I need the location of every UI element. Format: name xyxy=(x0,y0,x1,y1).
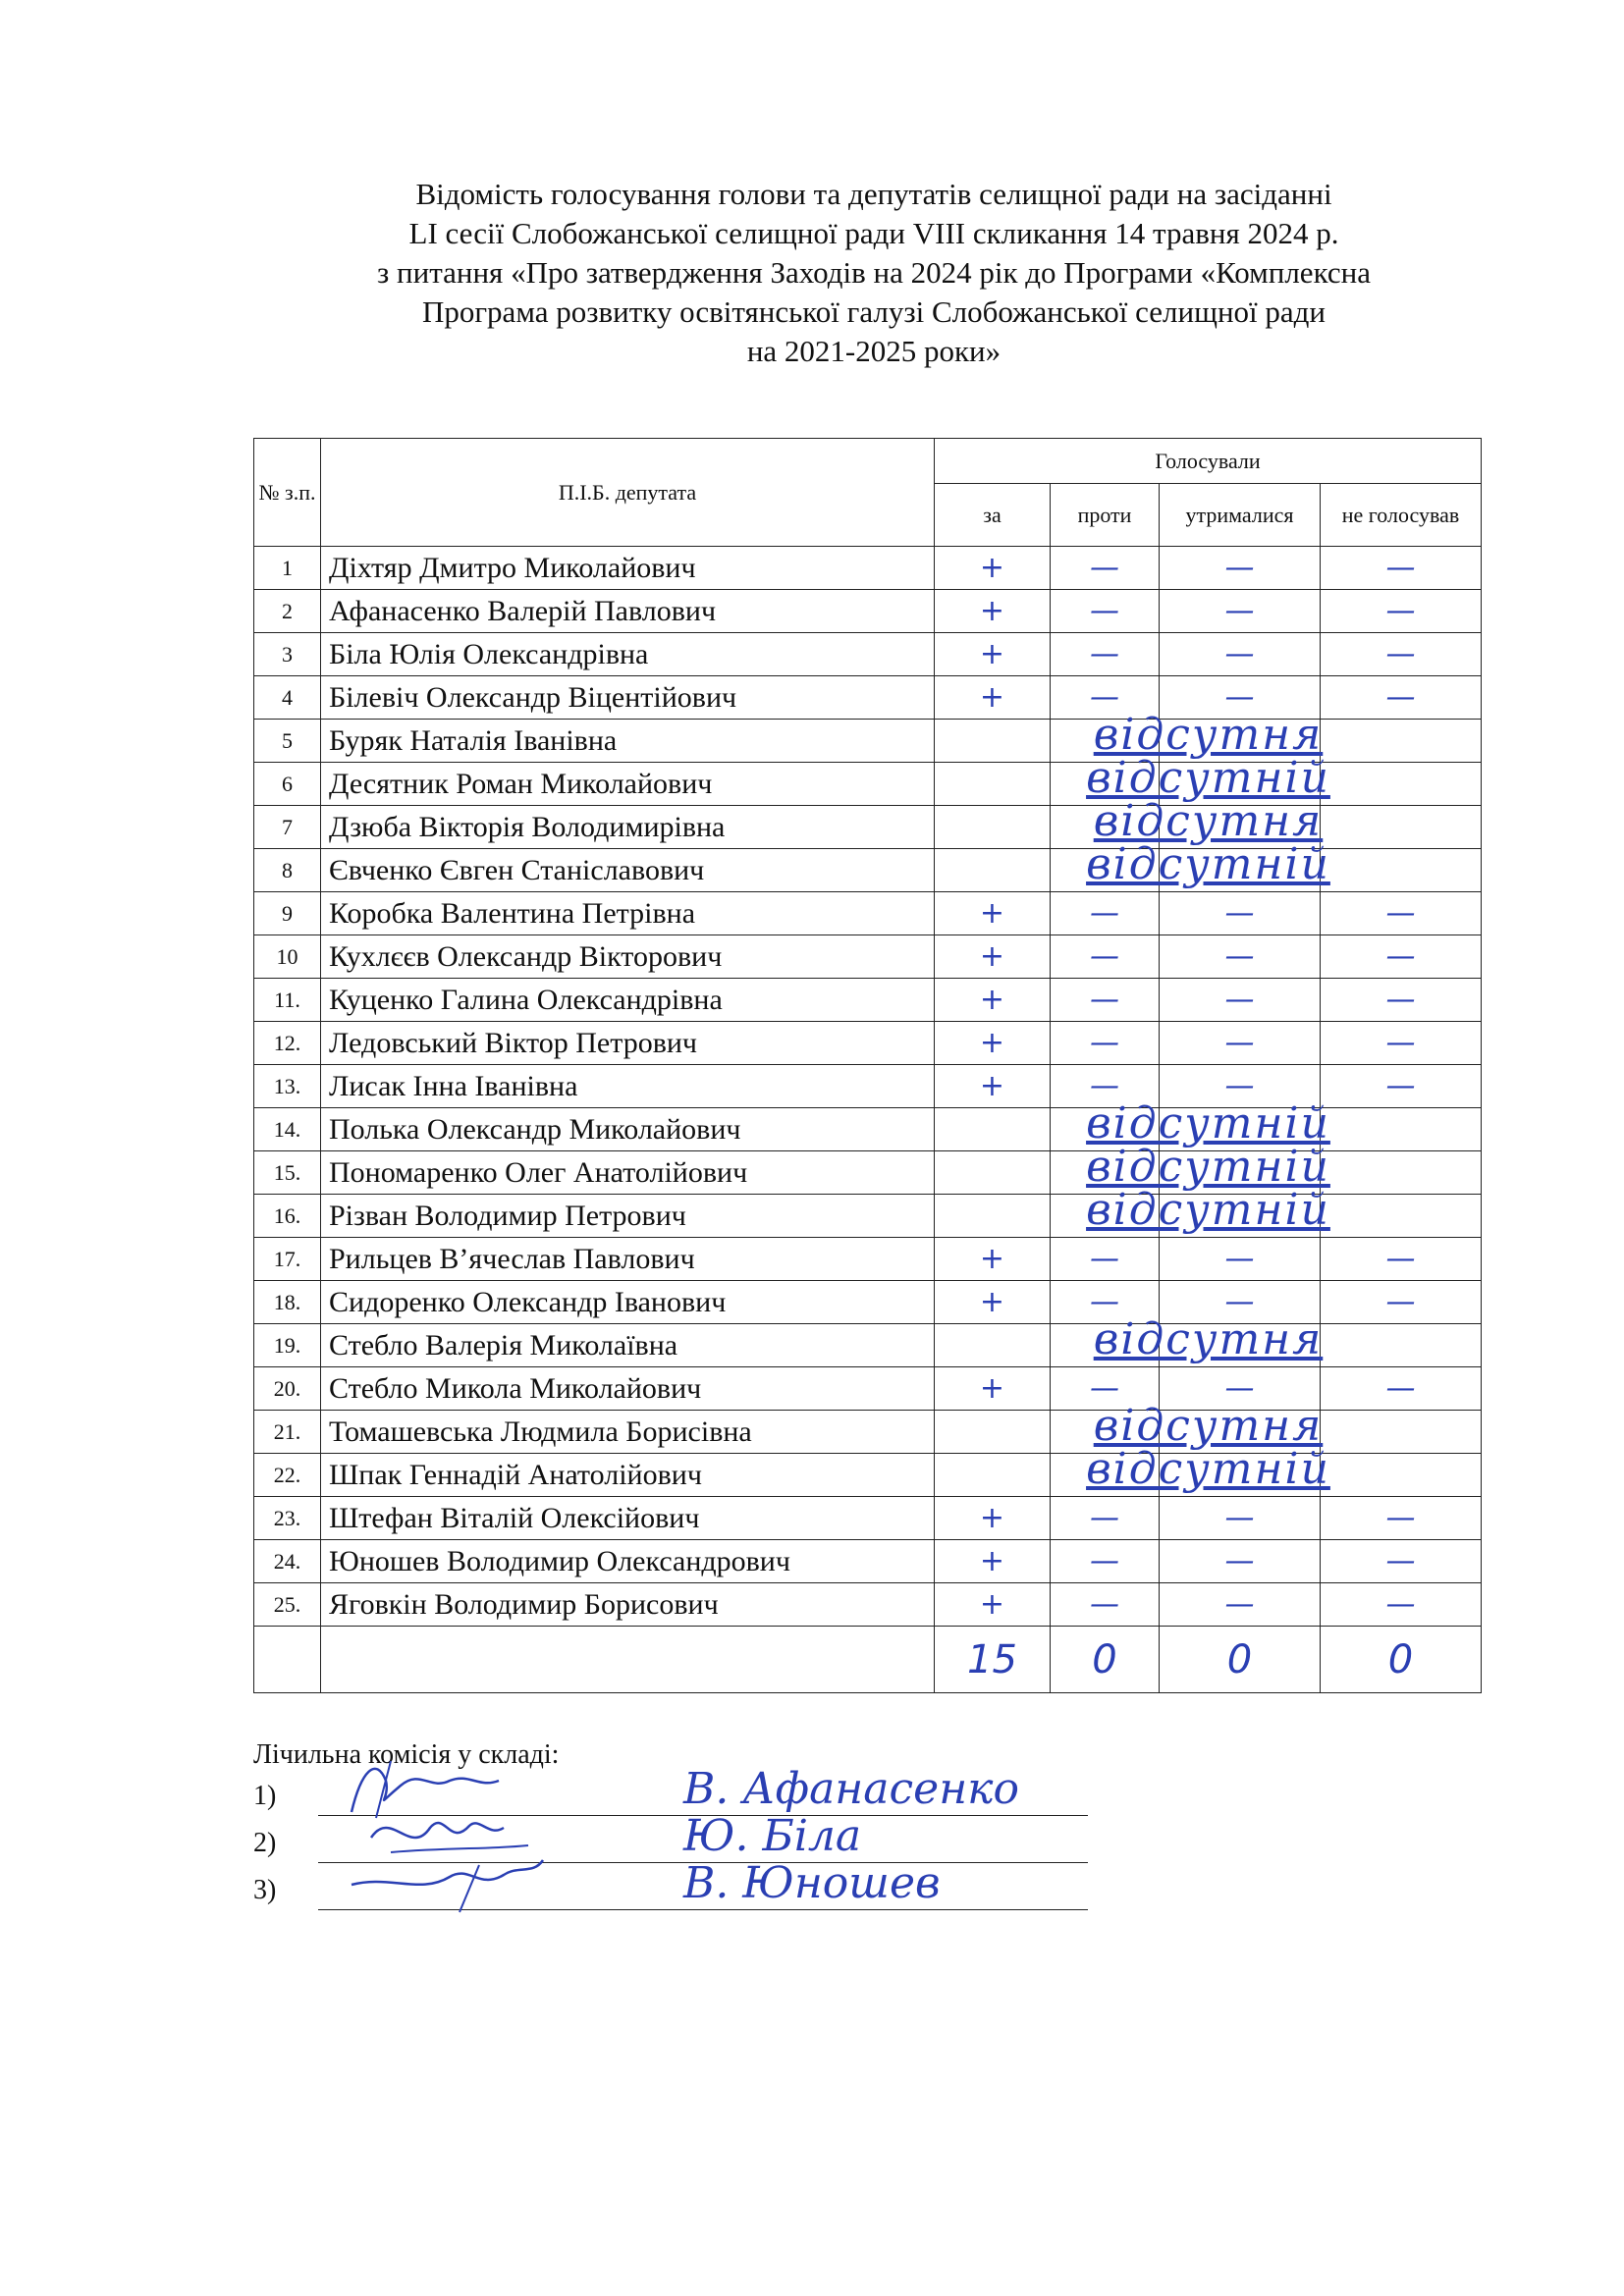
deputy-name: Сидоренко Олександр Іванович xyxy=(329,1285,727,1318)
table-row xyxy=(254,590,1482,633)
vote-against: — xyxy=(1090,1069,1119,1103)
table-row xyxy=(254,935,1482,979)
row-number: 19. xyxy=(273,1332,301,1358)
document-title xyxy=(285,175,1463,371)
table-row xyxy=(254,1108,1482,1151)
row-number: 16. xyxy=(273,1202,301,1228)
row-number: 25. xyxy=(273,1591,301,1617)
vote-for: + xyxy=(979,896,1005,931)
deputy-name: Кухлєєв Олександр Вікторович xyxy=(329,939,723,973)
absent-note: відсутній xyxy=(1086,1098,1330,1148)
total-for: 15 xyxy=(967,1636,1017,1682)
header-not-voted: не голосував xyxy=(1321,484,1482,547)
header-abstained: утрималися xyxy=(1160,484,1321,547)
deputy-name: Ледовський Віктор Петрович xyxy=(329,1026,697,1059)
table-row xyxy=(254,979,1482,1022)
row-number: 20. xyxy=(273,1375,301,1401)
vote-not-voted: — xyxy=(1385,637,1416,671)
title-line: з питання «Про затвердження Заходів на 2024 рік до Програми «Комплексна xyxy=(377,255,1371,290)
row-number: 12. xyxy=(273,1030,301,1055)
vote-for: + xyxy=(979,983,1005,1017)
row-number: 4 xyxy=(282,684,293,710)
absent-note: відсутній xyxy=(1086,753,1330,803)
table-row xyxy=(254,1281,1482,1324)
member-index: 1) xyxy=(253,1781,277,1811)
table-row xyxy=(254,892,1482,935)
table-row xyxy=(254,849,1482,892)
row-number: 7 xyxy=(282,814,293,839)
deputy-name: Білевіч Олександр Віцентійович xyxy=(329,680,737,714)
absent-note: відсутній xyxy=(1086,839,1330,889)
vote-against: — xyxy=(1090,1242,1119,1276)
row-number: 9 xyxy=(282,900,293,926)
vote-not-voted: — xyxy=(1385,1587,1416,1622)
commission-member xyxy=(253,1858,1088,1910)
vote-against: — xyxy=(1090,594,1119,628)
deputy-name: Стебло Валерія Миколаївна xyxy=(329,1328,678,1362)
vote-abstained: — xyxy=(1224,1587,1255,1622)
signature-mark xyxy=(332,1845,558,1914)
deputy-name: Різван Володимир Петрович xyxy=(329,1199,686,1232)
vote-for: + xyxy=(979,637,1005,671)
vote-not-voted: — xyxy=(1385,1544,1416,1578)
table-row xyxy=(254,1065,1482,1108)
vote-for: + xyxy=(979,1371,1005,1406)
vote-not-voted: — xyxy=(1385,939,1416,974)
member-index: 2) xyxy=(253,1828,277,1858)
vote-not-voted: — xyxy=(1385,1026,1416,1060)
row-number: 11. xyxy=(274,987,300,1012)
absent-note: відсутня xyxy=(1093,710,1324,760)
vote-for: + xyxy=(979,1285,1005,1319)
header-for: за xyxy=(935,484,1051,547)
row-number: 14. xyxy=(273,1116,301,1142)
total-abstained: 0 xyxy=(1226,1636,1253,1682)
vote-abstained: — xyxy=(1224,637,1255,671)
vote-against: — xyxy=(1090,1371,1119,1406)
member-name: В. Афанасенко xyxy=(683,1764,1019,1814)
deputy-name: Буряк Наталія Іванівна xyxy=(329,723,618,757)
table-row xyxy=(254,676,1482,720)
row-number: 24. xyxy=(273,1548,301,1574)
vote-abstained: — xyxy=(1224,939,1255,974)
row-number: 22. xyxy=(273,1462,301,1487)
row-number: 6 xyxy=(282,771,293,796)
deputy-name: Євченко Євген Станіславович xyxy=(329,853,705,886)
table-row xyxy=(254,1324,1482,1367)
absent-note: відсутня xyxy=(1093,1314,1324,1364)
deputy-name: Штефан Віталій Олексійович xyxy=(329,1501,700,1534)
table-row xyxy=(254,1151,1482,1195)
table-row xyxy=(254,1411,1482,1454)
vote-for: + xyxy=(979,551,1005,585)
row-number: 15. xyxy=(273,1159,301,1185)
table-row xyxy=(254,1367,1482,1411)
vote-for: + xyxy=(979,1242,1005,1276)
title-line: LI сесії Слобожанської селищної ради VIII скликання 14 травня 2024 р. xyxy=(408,216,1339,250)
deputy-name: Коробка Валентина Петрівна xyxy=(329,896,696,930)
voting-table xyxy=(253,438,1482,1693)
vote-abstained: — xyxy=(1224,551,1255,585)
row-number: 23. xyxy=(273,1505,301,1530)
deputy-name: Афанасенко Валерій Павлович xyxy=(329,594,717,627)
vote-for: + xyxy=(979,1026,1005,1060)
vote-abstained: — xyxy=(1224,1069,1255,1103)
deputy-name: Куценко Галина Олександрівна xyxy=(329,983,723,1016)
absent-note: відсутній xyxy=(1086,1185,1330,1235)
deputy-name: Стебло Микола Миколайович xyxy=(329,1371,702,1405)
table-row xyxy=(254,1238,1482,1281)
vote-for: + xyxy=(979,1587,1005,1622)
header-voted: Голосували xyxy=(935,439,1482,484)
total-not-voted: 0 xyxy=(1387,1636,1414,1682)
vote-not-voted: — xyxy=(1385,680,1416,715)
vote-abstained: — xyxy=(1224,1544,1255,1578)
absent-note: відсутній xyxy=(1086,1444,1330,1494)
vote-against: — xyxy=(1090,1544,1119,1578)
vote-abstained: — xyxy=(1224,1501,1255,1535)
vote-abstained: — xyxy=(1224,983,1255,1017)
vote-not-voted: — xyxy=(1385,1069,1416,1103)
table-row xyxy=(254,763,1482,806)
table-row xyxy=(254,1454,1482,1497)
vote-abstained: — xyxy=(1224,1285,1255,1319)
row-number: 10 xyxy=(276,943,298,969)
vote-abstained: — xyxy=(1224,680,1255,715)
vote-against: — xyxy=(1090,1587,1119,1622)
row-number: 3 xyxy=(282,641,293,667)
commission-label: Лічильна комісія у складі: xyxy=(253,1739,560,1770)
row-number: 18. xyxy=(273,1289,301,1314)
title-line: Програма розвитку освітянської галузі Слобожанської селищної ради xyxy=(421,294,1326,329)
vote-against: — xyxy=(1090,551,1119,585)
absent-note: відсутня xyxy=(1093,1401,1324,1451)
vote-for: + xyxy=(979,1544,1005,1578)
table-row xyxy=(254,1195,1482,1238)
header-against: проти xyxy=(1051,484,1160,547)
vote-abstained: — xyxy=(1224,594,1255,628)
table-row xyxy=(254,1497,1482,1540)
deputy-name: Юношев Володимир Олександрович xyxy=(329,1544,790,1577)
deputy-name: Дзюба Вікторія Володимирівна xyxy=(329,810,726,843)
member-name: В. Юношев xyxy=(683,1858,941,1908)
deputy-name: Яговкін Володимир Борисович xyxy=(329,1587,719,1621)
header-name: П.І.Б. депутата xyxy=(321,439,935,547)
deputy-name: Діхтяр Дмитро Миколайович xyxy=(329,551,696,584)
row-number: 5 xyxy=(282,727,293,753)
deputy-name: Десятник Роман Миколайович xyxy=(329,767,713,800)
vote-against: — xyxy=(1090,939,1119,974)
vote-against: — xyxy=(1090,1501,1119,1535)
deputy-name: Лисак Інна Іванівна xyxy=(329,1069,578,1102)
header-num: № з.п. xyxy=(254,439,321,547)
table-row xyxy=(254,720,1482,763)
vote-not-voted: — xyxy=(1385,983,1416,1017)
deputy-name: Пономаренко Олег Анатолійович xyxy=(329,1155,748,1189)
table-row xyxy=(254,1022,1482,1065)
vote-for: + xyxy=(979,1501,1005,1535)
member-name: Ю. Біла xyxy=(683,1811,862,1861)
vote-against: — xyxy=(1090,983,1119,1017)
total-against: 0 xyxy=(1092,1636,1117,1682)
member-index: 3) xyxy=(253,1875,277,1905)
row-number: 1 xyxy=(282,555,293,580)
vote-not-voted: — xyxy=(1385,1242,1416,1276)
vote-not-voted: — xyxy=(1385,1285,1416,1319)
absent-note: відсутня xyxy=(1093,796,1324,846)
deputy-name: Рильцев В’ячеслав Павлович xyxy=(329,1242,695,1275)
vote-against: — xyxy=(1090,896,1119,931)
vote-against: — xyxy=(1090,1026,1119,1060)
vote-not-voted: — xyxy=(1385,594,1416,628)
vote-against: — xyxy=(1090,680,1119,715)
table-row xyxy=(254,547,1482,590)
vote-for: + xyxy=(979,939,1005,974)
title-line: на 2021-2025 роки» xyxy=(746,334,1001,368)
vote-not-voted: — xyxy=(1385,551,1416,585)
vote-not-voted: — xyxy=(1385,896,1416,931)
vote-abstained: — xyxy=(1224,1242,1255,1276)
row-number: 2 xyxy=(282,598,293,623)
table-row xyxy=(254,1583,1482,1627)
vote-for: + xyxy=(979,1069,1005,1103)
deputy-name: Полька Олександр Миколайович xyxy=(329,1112,741,1146)
vote-abstained: — xyxy=(1224,896,1255,931)
row-number: 21. xyxy=(273,1418,301,1444)
absent-note: відсутній xyxy=(1086,1142,1330,1192)
title-line: Відомість голосування голови та депутатів селищної ради на засіданні xyxy=(415,177,1332,211)
vote-for: + xyxy=(979,594,1005,628)
vote-against: — xyxy=(1090,637,1119,671)
row-number: 13. xyxy=(273,1073,301,1098)
deputy-name: Біла Юлія Олександрівна xyxy=(329,637,649,670)
row-number: 17. xyxy=(273,1246,301,1271)
vote-not-voted: — xyxy=(1385,1371,1416,1406)
deputy-name: Шпак Геннадій Анатолійович xyxy=(329,1458,702,1491)
vote-abstained: — xyxy=(1224,1026,1255,1060)
table-row xyxy=(254,1540,1482,1583)
deputy-name: Томашевська Людмила Борисівна xyxy=(329,1415,752,1448)
vote-not-voted: — xyxy=(1385,1501,1416,1535)
vote-for: + xyxy=(979,680,1005,715)
table-row xyxy=(254,806,1482,849)
row-number: 8 xyxy=(282,857,293,882)
vote-against: — xyxy=(1090,1285,1119,1319)
totals-row xyxy=(254,1627,1482,1693)
vote-abstained: — xyxy=(1224,1371,1255,1406)
table-row xyxy=(254,633,1482,676)
